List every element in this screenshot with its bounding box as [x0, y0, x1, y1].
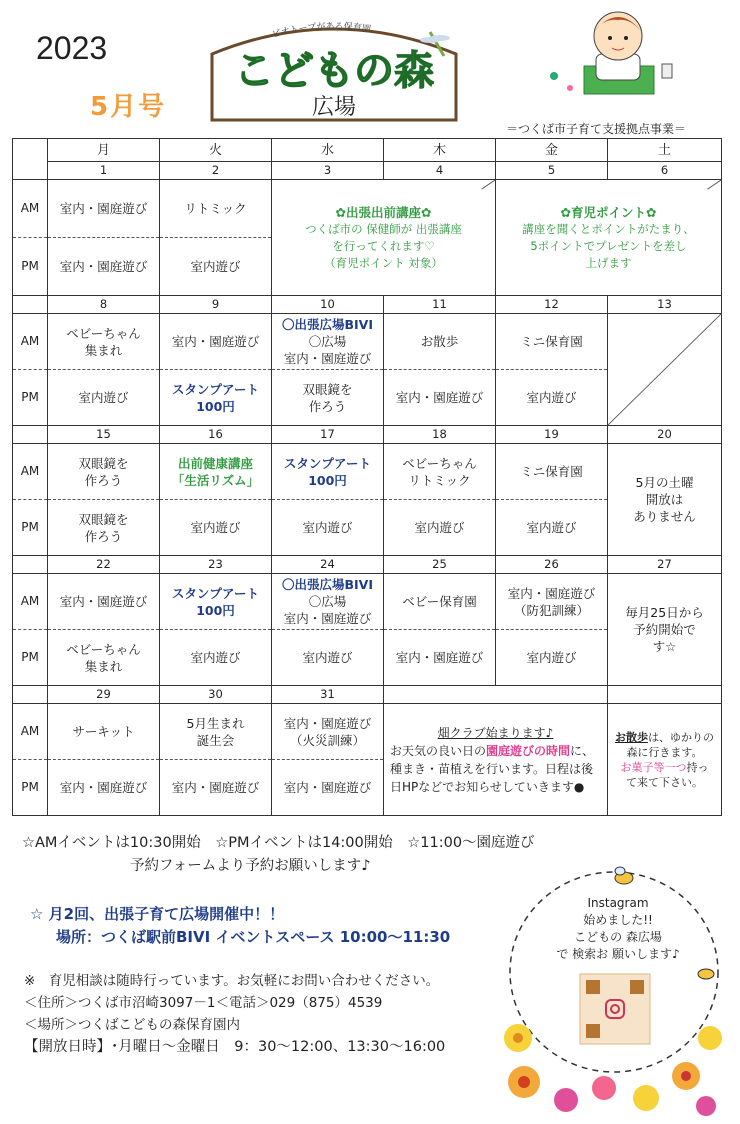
event-cell: 5月生まれ 誕生会 — [160, 704, 272, 760]
consultation-note: ※ 育児相談は随時行っています。お気軽にお問い合わせください。 — [24, 973, 440, 989]
event-cell: サーキット — [48, 704, 160, 760]
date: 27 — [608, 556, 722, 574]
pm-label: PM — [13, 370, 48, 426]
event-cell: スタンプアート 100円 — [160, 370, 272, 426]
event-cell: 〇出張広場BIVI 〇広場 室内・園庭遊び — [272, 314, 384, 370]
event-cell: 室内・園庭遊び — [160, 314, 272, 370]
date: 11 — [384, 296, 496, 314]
pm-label: PM — [13, 760, 48, 816]
child-illustration — [544, 6, 678, 118]
tagline: ＝つくば市子育て支援拠点事業＝ — [506, 122, 687, 136]
pm-label: PM — [13, 630, 48, 686]
weekday-thu: 木 — [384, 139, 496, 162]
date: 8 — [48, 296, 160, 314]
date: 29 — [48, 686, 160, 704]
weekday-mon: 月 — [48, 139, 160, 162]
year: 2023 — [36, 30, 108, 66]
am-label: AM — [13, 180, 48, 238]
date: 1 — [48, 162, 160, 180]
bee-icon — [615, 867, 633, 884]
event-cell: 室内・園庭遊び — [384, 630, 496, 686]
event-cell: お散歩 — [384, 314, 496, 370]
event-cell: ベビーちゃん リトミック — [384, 444, 496, 500]
event-cell: ミニ保育園 — [496, 444, 608, 500]
instagram-notice: Instagram 始めました!! こどもの 森広場 で 検索お 願いします♪ — [520, 895, 716, 963]
am-label: AM — [13, 574, 48, 630]
tomato-icon: ● — [573, 779, 585, 794]
saturday-notice: 5月の土曜 開放は ありません — [608, 444, 722, 556]
corner-cell — [13, 139, 48, 180]
date: 13 — [608, 296, 722, 314]
date: 10 — [272, 296, 384, 314]
date: 5 — [496, 162, 608, 180]
date: 19 — [496, 426, 608, 444]
outreach-lecture-notice: ✿出張出前講座✿ つくば市の 保健師が 出張講座 を行ってくれます♡ （育児ポイント 対象） — [272, 180, 496, 296]
event-cell: 室内遊び — [496, 500, 608, 556]
date: 26 — [496, 556, 608, 574]
date: 24 — [272, 556, 384, 574]
event-cell: ミニ保育園 — [496, 314, 608, 370]
event-cell: 室内・園庭遊び — [160, 760, 272, 816]
event-cell: 室内・園庭遊び （火災訓練） — [272, 704, 384, 760]
event-cell: ベビーちゃん 集まれ — [48, 630, 160, 686]
event-cell: 室内・園庭遊び — [384, 370, 496, 426]
date: 17 — [272, 426, 384, 444]
date: 23 — [160, 556, 272, 574]
date: 20 — [608, 426, 722, 444]
date: 30 — [160, 686, 272, 704]
event-cell: ベビーちゃん 集まれ — [48, 314, 160, 370]
date: 2 — [160, 162, 272, 180]
location: ＜場所＞つくばこどもの森保育園内 — [24, 1017, 240, 1033]
event-cell: 室内遊び — [48, 370, 160, 426]
date: 25 — [384, 556, 496, 574]
kodomo-no-mori-logo — [208, 14, 460, 122]
outreach-note: ☆ 月2回、出張子育て広場開催中！！ — [30, 905, 285, 923]
am-label: AM — [13, 314, 48, 370]
am-label: AM — [13, 444, 48, 500]
event-cell: 室内遊び — [160, 238, 272, 296]
event-cell: 双眼鏡を 作ろう — [48, 500, 160, 556]
event-cell: 室内遊び — [496, 370, 608, 426]
date: 22 — [48, 556, 160, 574]
event-cell: 室内・園庭遊び — [48, 238, 160, 296]
event-cell: 室内遊び — [272, 630, 384, 686]
reservation-notice: 毎月25日から 予約開始で す☆ — [608, 574, 722, 686]
date: 15 — [48, 426, 160, 444]
event-cell: 室内・園庭遊び — [48, 760, 160, 816]
date: 16 — [160, 426, 272, 444]
event-cell: 室内遊び — [496, 630, 608, 686]
event-cell: 〇出張広場BIVI 〇広場 室内・園庭遊び — [272, 574, 384, 630]
closed-day-cell — [608, 314, 722, 426]
walk-notice: お散歩は、ゆかりの 森に行きます。 お菓子等一つ持っ て来て下さい。 — [608, 704, 722, 816]
monthly-calendar — [12, 138, 722, 816]
event-cell: 室内遊び — [160, 630, 272, 686]
instagram-label: Instagram — [587, 896, 649, 910]
event-cell: 室内・園庭遊び — [48, 574, 160, 630]
date: 6 — [608, 162, 722, 180]
farm-club-notice: 畑クラブ始まります♪ お天気の良い日の園庭遊びの時間に、種まき・苗植えを行います。日程は後日HPなどでお知らせしていきます● — [384, 704, 608, 816]
event-cell: 室内遊び — [272, 500, 384, 556]
date: 9 — [160, 296, 272, 314]
qr-code-icon — [580, 974, 650, 1044]
date: 3 — [272, 162, 384, 180]
svg-text:こどもの森: こどもの森 — [234, 48, 434, 94]
svg-text:広場: 広場 — [311, 95, 357, 120]
event-cell: 室内・園庭遊び — [272, 760, 384, 816]
event-cell: 出前健康講座 「生活リズム」 — [160, 444, 272, 500]
event-cell: 室内遊び — [160, 500, 272, 556]
date: 31 — [272, 686, 384, 704]
event-cell: 双眼鏡を 作ろう — [48, 444, 160, 500]
am-label: AM — [13, 704, 48, 760]
pm-label: PM — [13, 500, 48, 556]
event-cell: 室内・園庭遊び （防犯訓練） — [496, 574, 608, 630]
reserve-note: 予約フォームより予約お願いします♪ — [130, 858, 371, 874]
event-cell: リトミック — [160, 180, 272, 238]
weekday-sat: 土 — [608, 139, 722, 162]
address-phone: ＜住所＞つくば市沼崎3097－1＜電話＞029（875）4539 — [24, 995, 383, 1011]
event-cell: スタンプアート 100円 — [272, 444, 384, 500]
event-times: ☆AMイベントは10:30開始 ☆PMイベントは14:00開始 ☆11:00～園庭遊び — [22, 835, 535, 851]
bee-icon — [698, 969, 714, 979]
childcare-point-notice: ✿育児ポイント✿ 講座を聞くとポイントがたまり、 5ポイントでプレゼントを差し 上げます — [496, 180, 722, 296]
outreach-place: 場所：つくば駅前BIVI イベントスペース 10:00～11:30 — [56, 928, 451, 946]
date: 12 — [496, 296, 608, 314]
event-cell: 室内遊び — [384, 500, 496, 556]
date: 18 — [384, 426, 496, 444]
pm-label: PM — [13, 238, 48, 296]
weekday-wed: 水 — [272, 139, 384, 162]
event-cell: 双眼鏡を 作ろう — [272, 370, 384, 426]
event-cell: 室内・園庭遊び — [48, 180, 160, 238]
svg-text:ビオトープがある保育園: ビオトープがある保育園 — [270, 21, 372, 41]
weekday-fri: 金 — [496, 139, 608, 162]
month-issue: 5月号 — [90, 92, 167, 122]
opening-hours: 【開放日時】･月曜日～金曜日 9：30～12:00、13:30～16:00 — [24, 1039, 446, 1055]
weekday-tue: 火 — [160, 139, 272, 162]
event-cell: ベビー保育園 — [384, 574, 496, 630]
event-cell: スタンプアート 100円 — [160, 574, 272, 630]
date: 4 — [384, 162, 496, 180]
